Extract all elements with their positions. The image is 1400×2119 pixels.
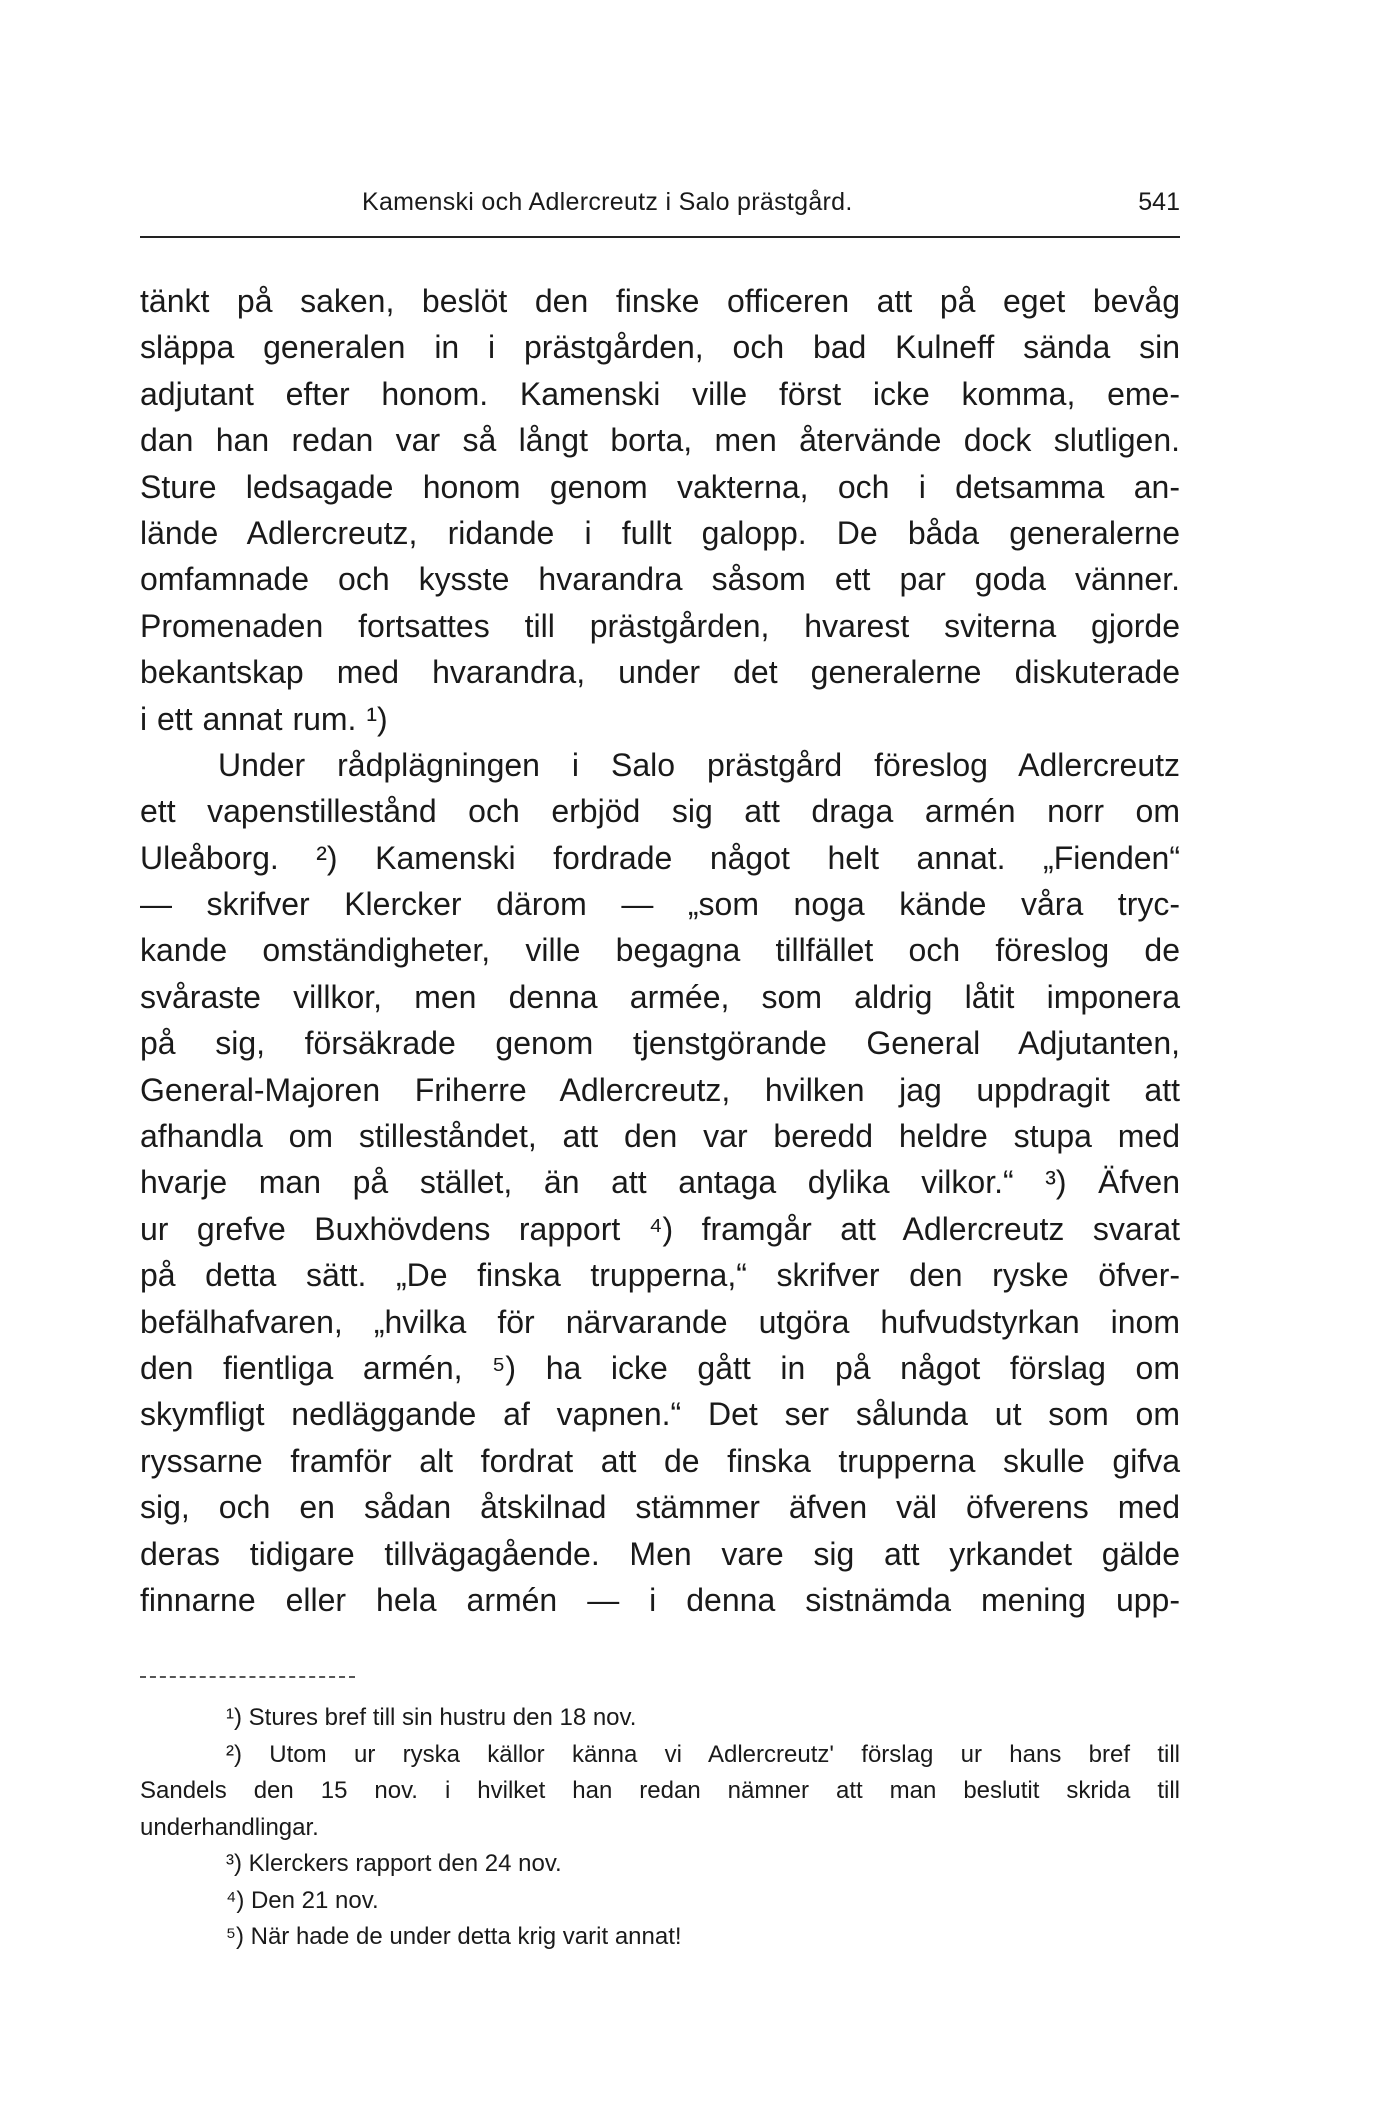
running-title: Kamenski och Adlercreutz i Salo prästgård. <box>362 188 853 216</box>
body-text <box>140 278 1180 1623</box>
text-line: — skrifver Klercker därom — „som noga kände våra tryc- <box>140 886 1180 923</box>
footnote-line: underhandlingar. <box>140 1813 319 1841</box>
text-line: ryssarne framför alt fordrat att de finska trupperna skulle gifva <box>140 1442 1180 1479</box>
text-line: dan han redan var så långt borta, men återvände dock slutligen. <box>140 422 1180 459</box>
footnote-line: ⁴) Den 21 nov. <box>226 1886 379 1914</box>
text-line: befälhafvaren, „hvilka för närvarande utgöra hufvudstyrkan inom <box>140 1303 1180 1340</box>
text-line: den fientliga armén, ⁵) ha icke gått in på något förslag om <box>140 1349 1180 1386</box>
footnote-line: ¹) Stures bref till sin hustru den 18 nov. <box>226 1704 637 1731</box>
text-line: Uleåborg. ²) Kamenski fordrade något helt annat. „Fienden“ <box>140 839 1180 876</box>
text-line: kande omständigheter, ville begagna tillfället och föreslog de <box>140 932 1180 969</box>
text-line: i ett annat rum. ¹) <box>140 700 388 737</box>
text-line: svåraste villkor, men denna armée, som aldrig låtit imponera <box>140 978 1180 1015</box>
text-line: Under rådplägningen i Salo prästgård föreslog Adlercreutz <box>218 746 1180 783</box>
footnotes <box>140 1700 1180 1956</box>
text-line: finnarne eller hela armén — i denna sistnämda mening upp- <box>140 1581 1180 1618</box>
text-line: sig, och en sådan åtskilnad stämmer äfven väl öfverens med <box>140 1489 1180 1526</box>
footnote-line: ²) Utom ur ryska källor känna vi Adlercreutz' förslag ur hans bref till <box>226 1740 1180 1768</box>
text-line: ur grefve Buxhövdens rapport ⁴) framgår att Adlercreutz svarat <box>140 1210 1180 1247</box>
text-line: ett vapenstillestånd och erbjöd sig att draga armén norr om <box>140 793 1180 830</box>
footnote-line: Sandels den 15 nov. i hvilket han redan nämner att man beslutit skrida till <box>140 1777 1180 1804</box>
text-line: deras tidigare tillvägagående. Men vare sig att yrkandet gälde <box>140 1535 1180 1572</box>
text-line: på detta sätt. „De finska trupperna,“ skrifver den ryske öfver- <box>140 1257 1180 1294</box>
footnote-line: ³) Klerckers rapport den 24 nov. <box>226 1850 562 1877</box>
text-line: skymfligt nedläggande af vapnen.“ Det ser sålunda ut som om <box>140 1396 1180 1433</box>
footnote-line: ⁵) När hade de under detta krig varit annat! <box>226 1923 682 1950</box>
text-line: adjutant efter honom. Kamenski ville först icke komma, eme- <box>140 375 1180 412</box>
text-line: bekantskap med hvarandra, under det generalerne diskuterade <box>140 654 1180 691</box>
text-line: lände Adlercreutz, ridande i fullt galopp. De båda generalerne <box>140 514 1180 551</box>
text-line: hvarje man på stället, än att antaga dylika vilkor.“ ³) Äfven <box>140 1164 1180 1201</box>
page-number: 541 <box>1138 188 1180 216</box>
text-line: tänkt på saken, beslöt den finske officeren att på eget bevåg <box>140 283 1180 319</box>
header-rule <box>140 236 1180 238</box>
footnote-rule <box>140 1676 355 1678</box>
text-line: släppa generalen in i prästgården, och bad Kulneff sända sin <box>140 329 1180 366</box>
running-head <box>140 188 1180 224</box>
text-line: General-Majoren Friherre Adlercreutz, hvilken jag uppdragit att <box>140 1071 1180 1108</box>
text-line: Sture ledsagade honom genom vakterna, och i detsamma an- <box>140 468 1180 505</box>
text-line: omfamnade och kysste hvarandra såsom ett par goda vänner. <box>140 561 1180 598</box>
text-line: afhandla om stilleståndet, att den var beredd heldre stupa med <box>140 1118 1180 1155</box>
text-line: Promenaden fortsattes till prästgården, hvarest sviterna gjorde <box>140 607 1180 644</box>
text-line: på sig, försäkrade genom tjenstgörande General Adjutanten, <box>140 1025 1180 1062</box>
